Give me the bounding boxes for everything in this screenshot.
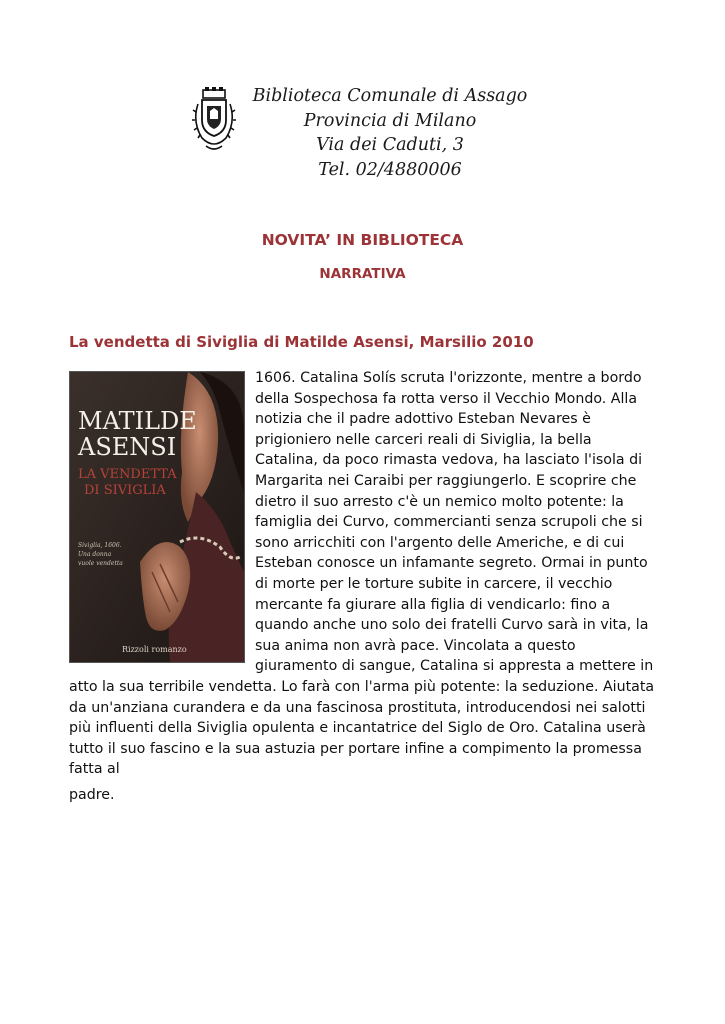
book-description-block — [69, 368, 659, 780]
library-province: Provincia di Milano — [303, 110, 477, 131]
book-title: La vendetta di Siviglia di Matilde Asensi, Marsilio 2010 — [69, 333, 534, 351]
library-phone: Tel. 02/4880006 — [318, 159, 462, 180]
cover-blurb-1: Siviglia, 1606. — [78, 542, 122, 549]
library-name: Biblioteca Comunale di Assago — [252, 86, 528, 106]
library-header — [190, 84, 550, 194]
library-address — [240, 84, 540, 182]
cover-title-line2: DI SIVIGLIA — [84, 483, 166, 498]
cover-author-line2: ASENSI — [78, 433, 177, 461]
cover-author-line1: MATILDE — [78, 407, 197, 435]
page-title: NOVITA’ IN BIBLIOTECA — [261, 231, 464, 249]
cover-title-line1: LA VENDETTA — [78, 467, 177, 482]
book-description: 1606. Catalina Solís scruta l'orizzonte, mentre a bordo della Sospechosa fa rotta verso il Vecchio Mondo. Alla notizia che il padre adottivo Esteban Nevares è prigioniero nelle carceri reali di Siviglia, la bella Catalina, da poco rimasta vedova, ha lasciato l'isola di Margarita nei Caraibi per raggiungerlo. E scoprire che dietro il suo arresto c'è un nemico molto potente: la famiglia dei Curvo, commercianti senza scrupoli che si sono arricchiti con l'argento delle Americhe, e di cui Esteban conosce un infamante segreto. Ormai in punto di morte per le torture subite in carcere, il vecchio mercante fa giurare alla figlia di vendicarlo: fino a quando anche uno solo dei fratelli Curvo sarà in vita, la sua anima non avrà pace. Vincolata a questo giuramento di sangue, Catalina si appresta a mettere in atto la sua terribile vendetta. Lo farà con l'arma più potente: la seduzione. Aiutata da un'anziana curandera e da una fascinosa prostituta, introducendosi nei salotti più influenti della Siviglia opulenta e incantatrice del Siglo de Oro. Catalina userà tutto il suo fascino e la sua astuzia per portare infine a compimento la promessa fatta al — [69, 370, 655, 778]
library-street: Via dei Caduti, 3 — [316, 135, 464, 155]
book-description-end: padre. — [69, 787, 115, 803]
cover-blurb-2: Una donna — [78, 551, 112, 558]
cover-spacer — [69, 368, 255, 664]
cover-blurb-3: vuole vendetta — [78, 560, 123, 567]
coat-of-arms-icon — [190, 86, 238, 158]
section-title: NARRATIVA — [319, 266, 406, 282]
cover-publisher: Rizzoli romanzo — [122, 645, 187, 654]
